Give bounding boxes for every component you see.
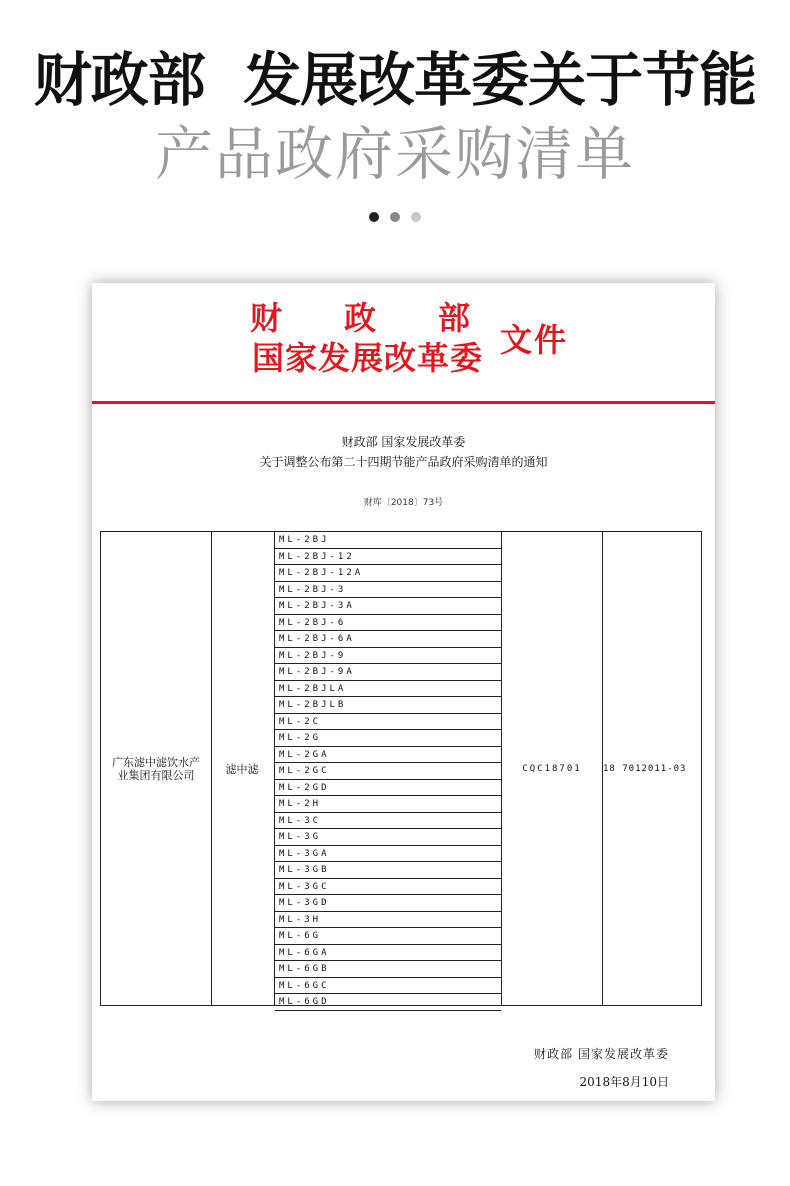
- model-row: ML-3H: [275, 912, 501, 929]
- company-name: 广东滤中滤饮水产业集团有限公司: [112, 755, 200, 782]
- product-table: [100, 531, 702, 1006]
- model-row: ML-3C: [275, 813, 501, 830]
- model-row: ML-2BJ: [275, 532, 501, 549]
- carousel-dot-2[interactable]: [390, 212, 400, 222]
- doc-header-suffix: 文件: [500, 321, 569, 359]
- company-cell: [101, 532, 211, 1005]
- model-row: ML-3G: [275, 829, 501, 846]
- header-divider: [92, 401, 715, 404]
- doc-title-subject: 关于调整公布第二十四期节能产品政府采购清单的通知: [259, 455, 548, 469]
- model-row: ML-3GA: [275, 846, 501, 863]
- carousel-dots: [0, 207, 790, 226]
- signature: 财政部 国家发展改革委: [534, 1047, 669, 1061]
- model-row: ML-2BJLA: [275, 681, 501, 698]
- model-row: ML-2G: [275, 730, 501, 747]
- cert-number-cell: 18 7012011-03: [603, 763, 687, 774]
- model-row: ML-3GC: [275, 879, 501, 896]
- brand-cell: 滤中滤: [225, 762, 259, 776]
- model-row: ML-2GC: [275, 763, 501, 780]
- model-row: ML-6GD: [275, 994, 501, 1011]
- doc-header-ndrc: 国家发展改革委: [252, 339, 484, 377]
- carousel-dot-1[interactable]: [369, 212, 379, 222]
- model-row: ML-2BJ-6A: [275, 631, 501, 648]
- model-row: ML-2BJ-6: [275, 615, 501, 632]
- model-row: ML-2BJ-9A: [275, 664, 501, 681]
- model-list: [275, 532, 501, 1011]
- model-row: ML-2BJLB: [275, 697, 501, 714]
- model-row: ML-3GB: [275, 862, 501, 879]
- page-headline: 财政部 发展改革委关于节能: [33, 46, 757, 114]
- model-row: ML-6GA: [275, 945, 501, 962]
- doc-number: 财库〔2018〕73号: [363, 498, 444, 508]
- model-row: ML-2C: [275, 714, 501, 731]
- cert-body-cell: CQC18701: [522, 763, 582, 774]
- model-row: ML-2GA: [275, 747, 501, 764]
- model-row: ML-2BJ-12A: [275, 565, 501, 582]
- model-row: ML-2H: [275, 796, 501, 813]
- model-row: ML-3GD: [275, 895, 501, 912]
- model-row: ML-6G: [275, 928, 501, 945]
- model-row: ML-6GB: [275, 961, 501, 978]
- document-page: [92, 283, 715, 1101]
- model-row: ML-2BJ-3: [275, 582, 501, 599]
- doc-date: 2018年8月10日: [579, 1075, 669, 1089]
- page-subheadline: 产品政府采购清单: [154, 120, 635, 188]
- doc-title-issuers: 财政部 国家发展改革委: [341, 435, 466, 449]
- doc-header-ministry-finance: 财政部: [250, 299, 533, 337]
- model-row: ML-2BJ-3A: [275, 598, 501, 615]
- carousel-dot-3[interactable]: [411, 212, 421, 222]
- model-row: ML-2BJ-9: [275, 648, 501, 665]
- model-row: ML-2GD: [275, 780, 501, 797]
- model-row: ML-6GC: [275, 978, 501, 995]
- model-row: ML-2BJ-12: [275, 549, 501, 566]
